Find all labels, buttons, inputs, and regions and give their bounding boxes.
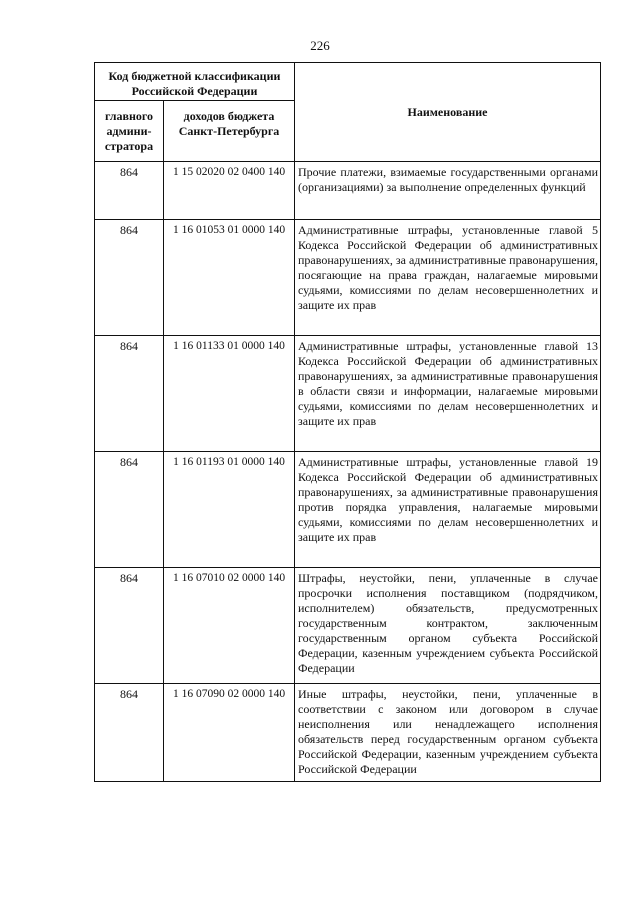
income-code-cell: 1 16 01133 01 0000 140 (164, 336, 295, 452)
income-name-cell: Административные штрафы, установленные главой 19 Кодекса Российской Федерации об административных правонарушениях, за административные правонарушения против порядка управления, налагаемые мировыми судьями, комиссиями по делам несовершеннолетних и защите их прав (295, 452, 601, 568)
header-code-column (164, 101, 295, 162)
income-code-cell: 1 15 02020 02 0400 140 (164, 162, 295, 220)
table-row (95, 452, 601, 568)
header-admin-label: главного админи-стратора (104, 109, 154, 153)
header-name-column (295, 63, 601, 162)
table-row (95, 162, 601, 220)
header-code-label: доходов бюджета Санкт-Петербурга (178, 109, 280, 138)
page-number: 226 (310, 38, 330, 53)
budget-classification-table (94, 62, 601, 782)
admin-code-cell: 864 (95, 220, 164, 336)
income-name-cell: Административные штрафы, установленные главой 13 Кодекса Российской Федерации об административных правонарушениях, за административные правонарушения в области связи и информации, налагаемые мировыми судьями, комиссиями по делам несовершеннолетних и защите их прав (295, 336, 601, 452)
table-row (95, 220, 601, 336)
income-name-cell: Иные штрафы, неустойки, пени, уплаченные в соответствии с законом или договором в случае неисполнения или ненадлежащего исполнения обязательств перед государственным органом субъекта Российской Федерации, казенным учреждением субъекта Российской Федерации (295, 684, 601, 782)
admin-code-cell: 864 (95, 162, 164, 220)
header-classification-group (95, 63, 295, 101)
table-row (95, 336, 601, 452)
income-name-cell: Штрафы, неустойки, пени, уплаченные в случае просрочки исполнения поставщиком (подрядчиком, исполнителем) обязательств, предусмотренных государственным контрактом, заключенным государственным органом субъекта Российской Федерации, казенным учреждением субъекта Российской Федерации (295, 568, 601, 684)
income-name-cell: Прочие платежи, взимаемые государственными органами (организациями) за выполнение определенных функций (295, 162, 601, 220)
admin-code-cell: 864 (95, 336, 164, 452)
header-admin-column (95, 101, 164, 162)
income-code-cell: 1 16 01053 01 0000 140 (164, 220, 295, 336)
table-row (95, 684, 601, 782)
income-code-cell: 1 16 01193 01 0000 140 (164, 452, 295, 568)
income-code-cell: 1 16 07090 02 0000 140 (164, 684, 295, 782)
table-row (95, 568, 601, 684)
income-name-cell: Административные штрафы, установленные главой 5 Кодекса Российской Федерации об административных правонарушениях, за административные правонарушения, посягающие на права граждан, налагаемые мировыми судьями, комиссиями по делам несовершеннолетних и защите их прав (295, 220, 601, 336)
admin-code-cell: 864 (95, 684, 164, 782)
admin-code-cell: 864 (95, 568, 164, 684)
header-name-label: Наименование (407, 104, 488, 119)
admin-code-cell: 864 (95, 452, 164, 568)
income-code-cell: 1 16 07010 02 0000 140 (164, 568, 295, 684)
header-classification-group-label: Код бюджетной классификации Российской Федерации (108, 68, 281, 98)
